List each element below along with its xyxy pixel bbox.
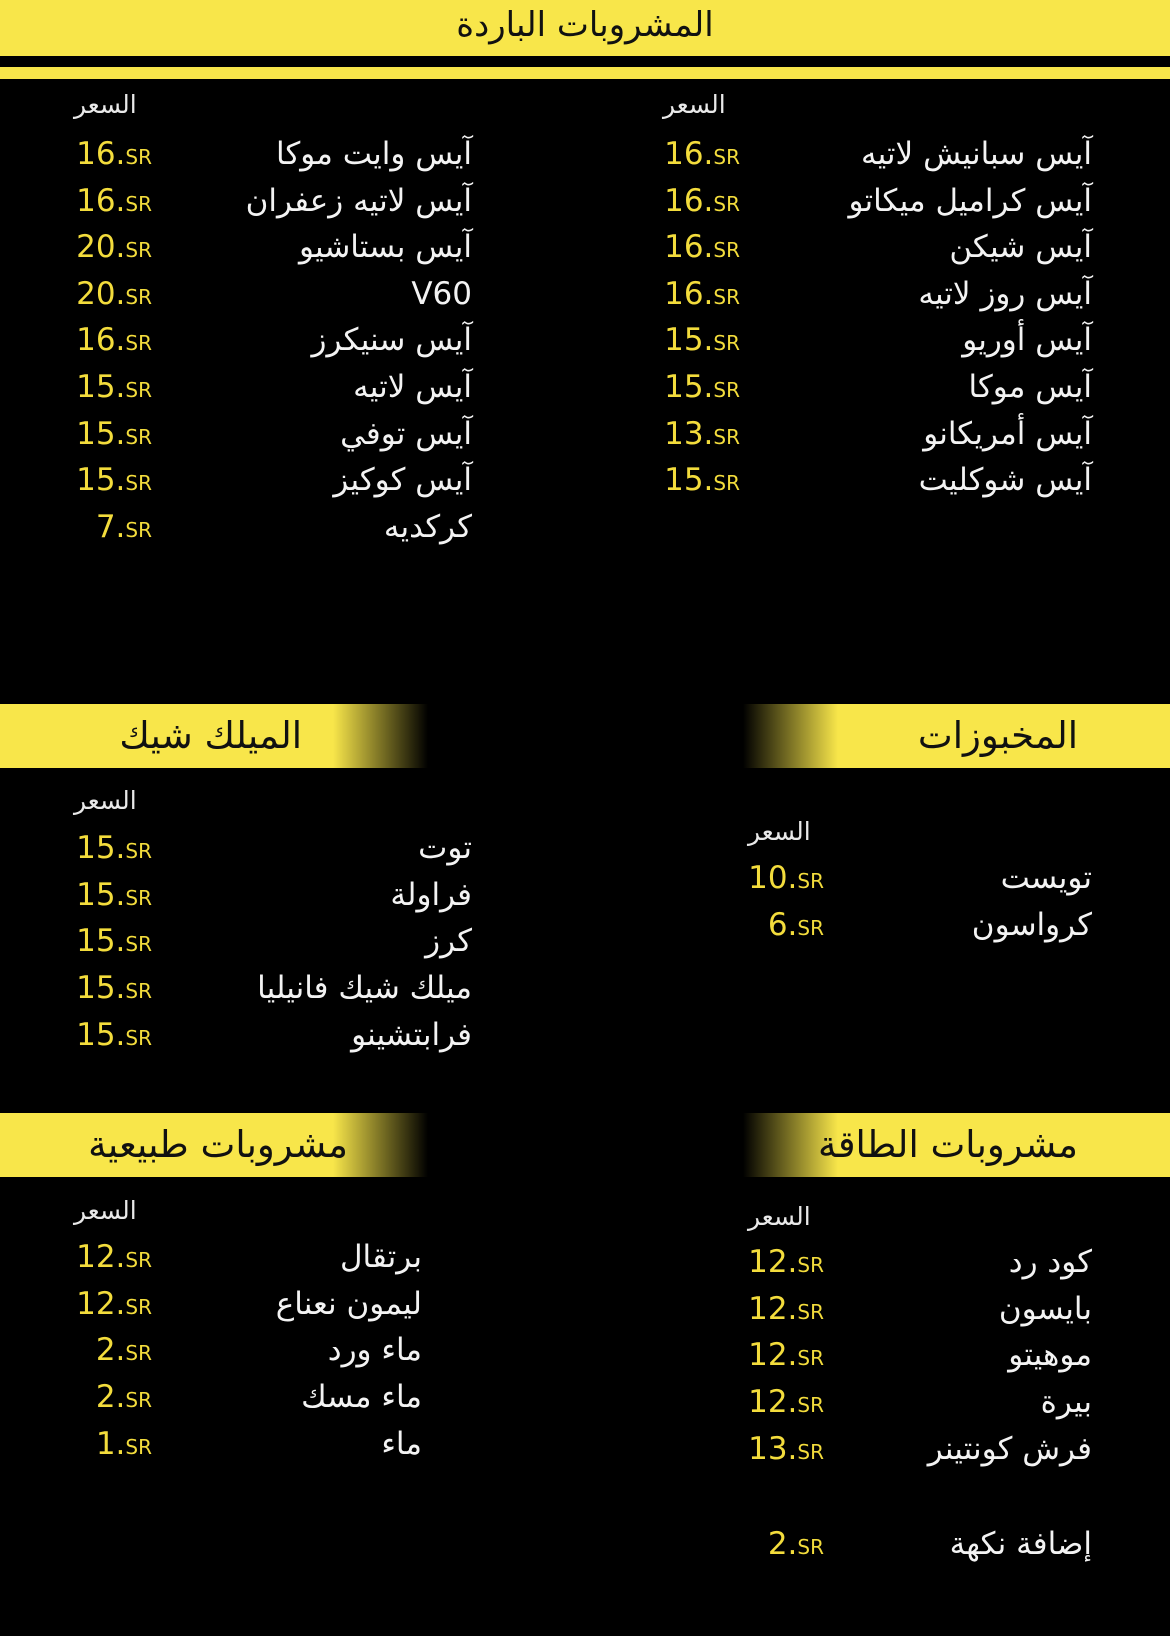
cold-right-price-header: السعر (663, 90, 726, 119)
menu-item-price (76, 826, 152, 873)
cold-left-price-header: السعر (74, 90, 137, 119)
currency-label: SR (125, 1025, 152, 1050)
menu-item-name: بايسون (998, 1290, 1092, 1327)
menu-item-price (748, 1380, 824, 1427)
natural-drinks-header (0, 1113, 428, 1177)
currency-label: SR (125, 145, 152, 169)
menu-item-name: آيس وايت موكا (276, 136, 472, 172)
menu-item (70, 873, 472, 917)
menu-item-price (664, 458, 740, 505)
menu-item (660, 179, 1092, 223)
currency-label: SR (125, 331, 152, 356)
menu-item-name: تويست (1000, 860, 1092, 896)
price-value: 15. (664, 322, 714, 359)
menu-item-price (664, 179, 740, 226)
menu-item (70, 132, 472, 176)
price-value: 16. (664, 136, 714, 172)
currency-label: SR (713, 331, 740, 356)
currency-label: SR (125, 979, 152, 1004)
menu-item-name: ماء مسك (301, 1379, 422, 1416)
menu-item (660, 318, 1092, 362)
cold-drinks-header (0, 0, 1170, 56)
price-value: 12. (76, 1239, 126, 1275)
price-value: 16. (76, 136, 126, 172)
menu-item-price (768, 1522, 824, 1569)
menu-item-price (748, 856, 824, 903)
menu-item (70, 966, 472, 1010)
currency-label: SR (713, 424, 740, 449)
price-value: 15. (76, 369, 126, 405)
currency-label: SR (125, 424, 152, 449)
currency-label: SR (713, 191, 740, 216)
currency-label: SR (125, 517, 152, 542)
menu-item-price (748, 1427, 824, 1474)
menu-item-name: كرز (425, 923, 472, 960)
currency-label: SR (125, 1341, 152, 1366)
menu-item-price (664, 318, 740, 365)
menu-item-price (664, 132, 740, 179)
menu-item-price (76, 412, 152, 459)
price-value: 15. (76, 462, 126, 499)
menu-item-price (76, 919, 152, 966)
currency-label: SR (797, 869, 824, 893)
menu-item (748, 1333, 1092, 1377)
bakery-title: المخبوزات (917, 714, 1078, 757)
currency-label: SR (125, 238, 152, 263)
menu-item-name: كود رد (1008, 1244, 1092, 1280)
menu-item-name: آيس لاتيه (353, 369, 472, 405)
menu-item-name: فرابتشينو (351, 1016, 472, 1053)
price-value: 1. (95, 1425, 126, 1462)
menu-item (70, 318, 472, 362)
energy-drinks-header (743, 1113, 1170, 1177)
menu-item-price (96, 505, 152, 552)
menu-item-name: بيرة (1040, 1384, 1092, 1421)
menu-item-name: ليمون نعناع (275, 1285, 422, 1322)
menu-item-name: آيس أوريو (962, 322, 1092, 359)
menu-item-name: آيس موكا (968, 369, 1092, 405)
menu-item-name: آيس كوكيز (333, 462, 472, 499)
menu-item (70, 1013, 472, 1057)
menu-item-price (76, 1235, 152, 1282)
menu-item-price (76, 272, 152, 319)
currency-label: SR (797, 1346, 824, 1371)
menu-item-price (664, 272, 740, 319)
menu-item-name: آيس كراميل ميكاتو (848, 182, 1092, 219)
menu-item-price (664, 225, 740, 272)
currency-label: SR (797, 1253, 824, 1277)
price-value: 20. (76, 275, 126, 312)
price-value: 12. (748, 1337, 798, 1374)
menu-item (748, 856, 1092, 900)
currency-label: SR (125, 1388, 152, 1413)
natural-drinks-title: مشروبات طبيعية (88, 1123, 348, 1166)
add-flavor-item (748, 1522, 1092, 1566)
currency-label: SR (125, 1294, 152, 1319)
price-value: 15. (76, 415, 126, 452)
menu-item-name: آيس أمريكانو (923, 415, 1092, 452)
menu-item (748, 1427, 1092, 1471)
menu-item-price (76, 1282, 152, 1329)
menu-item-name: ماء (381, 1425, 422, 1462)
price-value: 16. (664, 182, 714, 219)
currency-label: SR (125, 839, 152, 863)
currency-label: SR (797, 1439, 824, 1464)
menu-item (70, 919, 472, 963)
menu-item-price (76, 365, 152, 412)
bakery-header (743, 704, 1170, 768)
menu-item (70, 272, 472, 316)
price-value: 12. (748, 1384, 798, 1421)
menu-item (70, 826, 472, 870)
currency-label: SR (713, 378, 740, 402)
menu-item-price (76, 179, 152, 226)
currency-label: SR (125, 932, 152, 957)
energy-drinks-title: مشروبات الطاقة (818, 1123, 1078, 1166)
price-value: 15. (664, 462, 714, 499)
price-value: 2. (95, 1379, 126, 1416)
menu-item (660, 412, 1092, 456)
currency-label: SR (125, 191, 152, 216)
menu-item-name: برتقال (339, 1239, 422, 1275)
price-value: 7. (95, 508, 126, 545)
menu-item-price (664, 412, 740, 459)
currency-label: SR (125, 471, 152, 496)
menu-item-price (664, 365, 740, 412)
menu-item-name: آيس سبانيش لاتيه (860, 136, 1092, 172)
menu-item (660, 225, 1092, 269)
price-value: 2. (767, 1526, 798, 1562)
price-value: 15. (76, 923, 126, 960)
menu-item-name: آيس سنيكرز (311, 322, 472, 359)
price-value: 10. (748, 860, 798, 896)
menu-item-price (748, 1333, 824, 1380)
menu-item (70, 1235, 422, 1279)
menu-item (70, 1282, 422, 1326)
menu-item-price (76, 966, 152, 1013)
price-value: 15. (664, 369, 714, 405)
price-value: 15. (76, 876, 126, 913)
currency-label: SR (125, 1248, 152, 1272)
menu-item (70, 365, 472, 409)
currency-label: SR (797, 1393, 824, 1418)
menu-item-price (96, 1328, 152, 1375)
menu-item-price (76, 318, 152, 365)
menu-item-name: كرواسون (971, 907, 1092, 943)
menu-item (748, 1287, 1092, 1331)
menu-item-price (96, 1375, 152, 1422)
price-value: 15. (76, 970, 126, 1007)
currency-label: SR (797, 1299, 824, 1324)
price-value: 15. (76, 830, 126, 866)
menu-item (748, 1380, 1092, 1424)
milkshake-price-header: السعر (74, 786, 137, 815)
menu-item-name: ميلك شيك فانيليا (257, 970, 472, 1007)
price-value: 13. (664, 415, 714, 452)
menu-item-name: آيس لاتيه زعفران (245, 182, 472, 219)
currency-label: SR (125, 1434, 152, 1459)
menu-item-price (748, 1240, 824, 1287)
menu-item-name: آيس توفي (340, 415, 472, 452)
menu-item (70, 179, 472, 223)
header-underline (0, 67, 1170, 79)
price-value: 20. (76, 229, 126, 266)
menu-item-name: آيس شيكن (949, 229, 1092, 266)
currency-label: SR (125, 284, 152, 309)
price-value: 15. (76, 1016, 126, 1053)
menu-item (660, 365, 1092, 409)
menu-item-name: كركديه (383, 508, 472, 545)
currency-label: SR (713, 238, 740, 263)
menu-item-price (76, 458, 152, 505)
price-value: 16. (76, 182, 126, 219)
menu-item-name: فرش كونتينر (927, 1430, 1092, 1467)
menu-item-name: فراولة (390, 876, 472, 913)
menu-item-name: V60 (411, 275, 472, 312)
menu-item (70, 1422, 422, 1466)
currency-label: SR (713, 471, 740, 496)
menu-item-price (748, 1287, 824, 1334)
bakery-price-header: السعر (748, 817, 811, 846)
menu-item (748, 903, 1092, 947)
menu-item (748, 1240, 1092, 1284)
price-value: 12. (76, 1285, 126, 1322)
currency-label: SR (713, 284, 740, 309)
menu-item-price (768, 903, 824, 950)
menu-item-price (96, 1422, 152, 1469)
menu-item (660, 458, 1092, 502)
price-value: 16. (664, 229, 714, 266)
menu-item (70, 458, 472, 502)
milkshake-header (0, 704, 428, 768)
cold-drinks-title: المشروبات الباردة (456, 5, 714, 45)
menu-item (70, 412, 472, 456)
currency-label: SR (125, 885, 152, 910)
price-value: 6. (767, 907, 798, 943)
menu-item-price (76, 873, 152, 920)
price-value: 16. (76, 322, 126, 359)
price-value: 12. (748, 1244, 798, 1280)
natural-price-header: السعر (74, 1196, 137, 1225)
menu-item (70, 1328, 422, 1372)
milkshake-title: الميلك شيك (119, 714, 302, 757)
menu-item (70, 505, 472, 549)
menu-item-name: ماء ورد (327, 1332, 422, 1369)
currency-label: SR (125, 378, 152, 402)
menu-item-price (76, 132, 152, 179)
menu-item-price (76, 1013, 152, 1060)
currency-label: SR (797, 916, 824, 940)
menu-item-name: آيس روز لاتيه (918, 275, 1092, 312)
energy-price-header: السعر (748, 1202, 811, 1231)
menu-item (660, 272, 1092, 316)
menu-item-name: موهيتو (1008, 1337, 1092, 1374)
menu-item-name: توت (418, 830, 472, 866)
menu-item (70, 225, 472, 269)
price-value: 12. (748, 1290, 798, 1327)
menu-item-name: آيس بستاشيو (298, 229, 472, 266)
currency-label: SR (713, 145, 740, 169)
price-value: 2. (95, 1332, 126, 1369)
menu-item-name: إضافة نكهة (949, 1526, 1092, 1562)
price-value: 13. (748, 1430, 798, 1467)
menu-item (70, 1375, 422, 1419)
menu-item (660, 132, 1092, 176)
menu-item-price (76, 225, 152, 272)
price-value: 16. (664, 275, 714, 312)
menu-item-name: آيس شوكليت (918, 462, 1092, 499)
currency-label: SR (797, 1535, 824, 1559)
